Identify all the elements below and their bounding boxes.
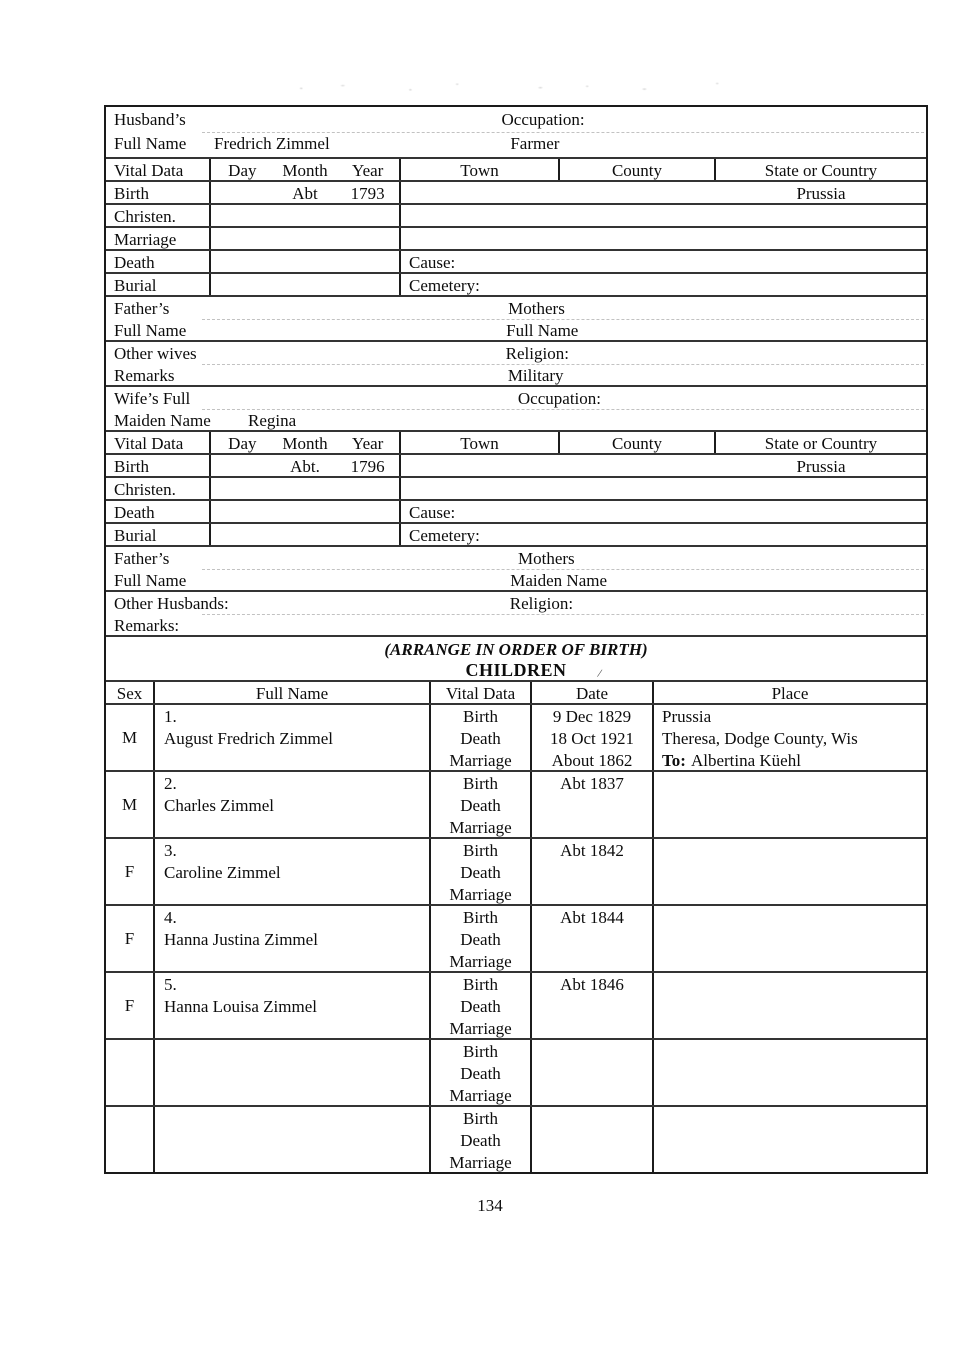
vital-data-header: Vital Data bbox=[114, 161, 184, 180]
child-date-cell bbox=[530, 1040, 652, 1105]
child-place-cell bbox=[652, 705, 926, 770]
child-place-line bbox=[654, 1108, 926, 1130]
child-row-3 bbox=[106, 837, 926, 904]
child-sex bbox=[106, 1040, 153, 1105]
religion-label: Religion: bbox=[509, 594, 574, 613]
remarks-label: Remarks: bbox=[114, 616, 180, 635]
arrange-note: (ARRANGE IN ORDER OF BIRTH) bbox=[384, 640, 648, 659]
birth-year: 1796 bbox=[350, 457, 385, 476]
mother-label-line2: Maiden Name bbox=[510, 571, 608, 590]
death-label: Death bbox=[114, 503, 155, 522]
burial-label: Burial bbox=[114, 526, 157, 545]
burial-date-cell bbox=[209, 274, 399, 295]
birth-place-cell bbox=[399, 455, 926, 476]
faint-rule bbox=[202, 569, 924, 570]
child-number: 3. bbox=[164, 841, 177, 860]
child-date bbox=[532, 996, 652, 1018]
child-place-line bbox=[654, 929, 926, 951]
year-header: Year bbox=[352, 161, 384, 180]
husband-name-row bbox=[106, 107, 926, 157]
child-date bbox=[532, 1108, 652, 1130]
child-number: 2. bbox=[164, 774, 177, 793]
child-number: 5. bbox=[164, 975, 177, 994]
child-name: Hanna Louisa Zimmel bbox=[164, 997, 317, 1016]
remarks-label: Remarks bbox=[114, 366, 175, 385]
christen-label: Christen. bbox=[114, 207, 176, 226]
child-date bbox=[532, 862, 652, 884]
death-cause-label: Cause: bbox=[399, 251, 926, 272]
husband-death-row bbox=[106, 249, 926, 272]
child-date: Abt 1846 bbox=[560, 975, 624, 994]
child-date: Abt 1844 bbox=[560, 908, 624, 927]
child-place-line bbox=[654, 951, 926, 971]
wife-burial-row bbox=[106, 522, 926, 545]
child-number bbox=[155, 1108, 429, 1130]
child-number: 4. bbox=[164, 908, 177, 927]
child-place-line bbox=[654, 1152, 926, 1172]
birth-county bbox=[560, 182, 716, 203]
child-date: About 1862 bbox=[551, 751, 633, 770]
husband-label-line1: Husband’s bbox=[114, 110, 186, 129]
child-date-cell bbox=[530, 772, 652, 837]
vital-line: Death bbox=[460, 997, 501, 1016]
child-row-6 bbox=[106, 1038, 926, 1105]
month-header: Month bbox=[282, 161, 328, 180]
child-place-line bbox=[654, 996, 926, 1018]
religion-label: Religion: bbox=[505, 344, 569, 363]
child-place-cell bbox=[652, 839, 926, 904]
child-name-cell bbox=[153, 906, 429, 971]
vital-line: Marriage bbox=[449, 1153, 512, 1172]
burial-cemetery-label: Cemetery: bbox=[399, 524, 926, 545]
mother-label-line2: Full Name bbox=[506, 321, 579, 340]
child-row-1 bbox=[106, 703, 926, 770]
child-date-cell bbox=[530, 839, 652, 904]
children-title: CHILDREN bbox=[465, 660, 567, 680]
child-row-4 bbox=[106, 904, 926, 971]
child-place-line bbox=[654, 1018, 926, 1038]
child-vital-cell bbox=[429, 839, 530, 904]
birth-town bbox=[401, 455, 560, 476]
vital-line: Birth bbox=[463, 1042, 498, 1061]
child-sex: M bbox=[121, 727, 138, 747]
vital-line: Death bbox=[460, 796, 501, 815]
vital-line: Death bbox=[460, 930, 501, 949]
wife-label-line1: Wife’s Full bbox=[114, 389, 191, 408]
christen-place-cell bbox=[399, 478, 926, 499]
child-place-line bbox=[654, 1041, 926, 1063]
child-name bbox=[155, 1063, 429, 1085]
birth-state: Prussia bbox=[796, 457, 846, 476]
birth-state: Prussia bbox=[796, 184, 846, 203]
town-header: Town bbox=[399, 432, 558, 453]
child-name-cell bbox=[153, 973, 429, 1038]
christen-date-cell bbox=[209, 478, 399, 499]
husband-other-row bbox=[106, 340, 926, 385]
state-header: State or Country bbox=[714, 432, 926, 453]
christen-place-cell bbox=[399, 205, 926, 226]
child-place-line: Prussia bbox=[662, 707, 712, 726]
birth-label: Birth bbox=[114, 457, 149, 476]
child-name bbox=[155, 1130, 429, 1152]
child-date-cell bbox=[530, 705, 652, 770]
child-number bbox=[155, 1041, 429, 1063]
child-vital-cell bbox=[429, 906, 530, 971]
child-place-line bbox=[654, 907, 926, 929]
child-place-cell bbox=[652, 906, 926, 971]
faint-rule bbox=[202, 319, 924, 320]
year-header: Year bbox=[352, 434, 384, 453]
state-header: State or Country bbox=[714, 159, 926, 180]
child-date bbox=[532, 951, 652, 971]
child-place-line bbox=[654, 1063, 926, 1085]
vital-line: Birth bbox=[463, 908, 498, 927]
child-place-line bbox=[654, 795, 926, 817]
sex-header: Sex bbox=[116, 684, 143, 703]
child-date bbox=[532, 1018, 652, 1038]
child-place-line bbox=[654, 750, 926, 770]
vital-line: Marriage bbox=[449, 952, 512, 971]
child-place-line bbox=[654, 1130, 926, 1152]
child-place-cell bbox=[652, 1107, 926, 1172]
county-header: County bbox=[558, 432, 714, 453]
vital-line: Birth bbox=[463, 774, 498, 793]
other-husbands-label: Other Husbands: bbox=[114, 594, 229, 613]
vital-line: Death bbox=[460, 863, 501, 882]
child-date bbox=[532, 929, 652, 951]
faint-rule bbox=[202, 614, 924, 615]
child-date bbox=[532, 1130, 652, 1152]
child-name-cell bbox=[153, 772, 429, 837]
husband-occupation-value: Farmer bbox=[510, 134, 560, 153]
child-date: Abt 1837 bbox=[560, 774, 624, 793]
marriage-date-cell bbox=[209, 228, 399, 249]
dmy-header bbox=[209, 432, 399, 453]
father-label-line1: Father’s bbox=[114, 549, 170, 568]
burial-date-cell bbox=[209, 524, 399, 545]
wife-christen-row bbox=[106, 476, 926, 499]
child-name: August Fredrich Zimmel bbox=[164, 729, 334, 748]
marriage-place-cell bbox=[399, 228, 926, 249]
child-name-cell bbox=[153, 839, 429, 904]
to-prefix: To: bbox=[662, 751, 686, 770]
child-sex bbox=[106, 1107, 153, 1172]
birth-place-cell bbox=[399, 182, 926, 203]
child-date-cell bbox=[530, 973, 652, 1038]
child-place-line bbox=[654, 773, 926, 795]
child-date bbox=[532, 1041, 652, 1063]
military-label: Military bbox=[507, 366, 564, 385]
mother-label-line1: Mothers bbox=[508, 299, 565, 318]
vital-line: Death bbox=[460, 729, 501, 748]
child-date bbox=[532, 795, 652, 817]
christen-date-cell bbox=[209, 205, 399, 226]
child-name-cell bbox=[153, 705, 429, 770]
christen-label: Christen. bbox=[114, 480, 176, 499]
child-date bbox=[532, 884, 652, 904]
child-place-line bbox=[654, 862, 926, 884]
husband-vital-header bbox=[106, 157, 926, 180]
vital-line: Marriage bbox=[449, 1019, 512, 1038]
child-sex: F bbox=[124, 928, 135, 948]
child-sex: F bbox=[124, 995, 135, 1015]
death-cause-label: Cause: bbox=[399, 501, 926, 522]
burial-label: Burial bbox=[114, 276, 157, 295]
page-number: 134 bbox=[477, 1196, 503, 1215]
vital-line: Death bbox=[460, 1064, 501, 1083]
child-name-cell bbox=[153, 1107, 429, 1172]
children-header-row bbox=[106, 680, 926, 703]
vital-line: Marriage bbox=[449, 818, 512, 837]
family-group-sheet bbox=[104, 105, 928, 1174]
children-title-row bbox=[106, 635, 926, 680]
child-place-line bbox=[654, 974, 926, 996]
child-vital-cell bbox=[429, 1107, 530, 1172]
birth-date-cell bbox=[209, 182, 399, 203]
husband-occupation-label: Occupation: bbox=[501, 110, 585, 129]
death-label: Death bbox=[114, 253, 155, 272]
wife-death-row bbox=[106, 499, 926, 522]
dmy-header bbox=[209, 159, 399, 180]
child-name: Caroline Zimmel bbox=[164, 863, 281, 882]
child-date bbox=[532, 817, 652, 837]
child-date bbox=[532, 1085, 652, 1105]
child-place-line bbox=[654, 840, 926, 862]
day-header: Day bbox=[228, 161, 257, 180]
month-header: Month bbox=[282, 434, 328, 453]
wife-name-row bbox=[106, 385, 926, 430]
child-date bbox=[532, 1063, 652, 1085]
child-place-line bbox=[654, 1085, 926, 1105]
husband-marriage-row bbox=[106, 226, 926, 249]
vital-data-header: Vital Data bbox=[114, 434, 184, 453]
father-label-line2: Full Name bbox=[114, 571, 187, 590]
death-date-cell bbox=[209, 251, 399, 272]
child-date: Abt 1842 bbox=[560, 841, 624, 860]
death-date-cell bbox=[209, 501, 399, 522]
child-name-cell bbox=[153, 1040, 429, 1105]
day-header: Day bbox=[228, 434, 257, 453]
child-vital-cell bbox=[429, 1040, 530, 1105]
wife-vital-header bbox=[106, 430, 926, 453]
child-row-5 bbox=[106, 971, 926, 1038]
child-sex: M bbox=[121, 794, 138, 814]
child-name: Charles Zimmel bbox=[164, 796, 275, 815]
county-header: County bbox=[558, 159, 714, 180]
child-number: 1. bbox=[164, 707, 177, 726]
other-wives-label: Other wives bbox=[114, 344, 197, 363]
wife-birth-row bbox=[106, 453, 926, 476]
birth-month: Abt bbox=[292, 184, 318, 203]
faint-rule bbox=[202, 409, 924, 410]
child-row-7 bbox=[106, 1105, 926, 1172]
birth-month: Abt. bbox=[290, 457, 320, 476]
husband-label-line2: Full Name bbox=[114, 134, 187, 153]
child-date-cell bbox=[530, 906, 652, 971]
husband-parents-row bbox=[106, 295, 926, 340]
birth-year: 1793 bbox=[350, 184, 385, 203]
birth-county bbox=[560, 455, 716, 476]
husband-christen-row bbox=[106, 203, 926, 226]
child-place-cell bbox=[652, 973, 926, 1038]
vital-line: Birth bbox=[463, 707, 498, 726]
child-date-cell bbox=[530, 1107, 652, 1172]
vital-line: Marriage bbox=[449, 1086, 512, 1105]
birth-label: Birth bbox=[114, 184, 149, 203]
vital-line: Birth bbox=[463, 975, 498, 994]
child-name-header: Full Name bbox=[153, 682, 429, 703]
wife-other-row bbox=[106, 590, 926, 635]
father-label-line1: Father’s bbox=[114, 299, 170, 318]
husband-burial-row bbox=[106, 272, 926, 295]
child-vital-cell bbox=[429, 973, 530, 1038]
faint-rule bbox=[202, 364, 924, 365]
vital-line: Marriage bbox=[449, 751, 512, 770]
marriage-label: Marriage bbox=[114, 230, 177, 249]
faint-rule bbox=[202, 132, 924, 133]
vital-header: Vital Data bbox=[429, 682, 530, 703]
birth-town bbox=[401, 182, 560, 203]
child-date: 9 Dec 1829 bbox=[552, 707, 632, 726]
child-place-cell bbox=[652, 772, 926, 837]
child-name: Hanna Justina Zimmel bbox=[164, 930, 318, 949]
child-date: 18 Oct 1921 bbox=[549, 729, 635, 748]
child-place-line bbox=[654, 817, 926, 837]
vital-line: Marriage bbox=[449, 885, 512, 904]
wife-label-line2: Maiden Name bbox=[114, 411, 211, 430]
husband-name-value: Fredrich Zimmel bbox=[214, 134, 330, 153]
town-header: Town bbox=[399, 159, 558, 180]
child-sex: F bbox=[124, 861, 135, 881]
scan-smudge bbox=[270, 80, 790, 94]
wife-name-value: Regina bbox=[248, 411, 297, 430]
spouse-name: Albertina Küehl bbox=[690, 751, 801, 770]
birth-date-cell bbox=[209, 455, 399, 476]
burial-cemetery-label: Cemetery: bbox=[399, 274, 926, 295]
place-header: Place bbox=[652, 682, 926, 703]
date-header: Date bbox=[530, 682, 652, 703]
child-vital-cell bbox=[429, 772, 530, 837]
vital-line: Birth bbox=[463, 841, 498, 860]
wife-parents-row bbox=[106, 545, 926, 590]
mother-label-line1: Mothers bbox=[517, 549, 575, 568]
vital-line: Death bbox=[460, 1131, 501, 1150]
child-vital-cell bbox=[429, 705, 530, 770]
wife-occupation-label: Occupation: bbox=[517, 389, 601, 408]
child-place-line bbox=[654, 884, 926, 904]
child-date bbox=[532, 1152, 652, 1172]
father-label-line2: Full Name bbox=[114, 321, 187, 340]
vital-line: Birth bbox=[463, 1109, 498, 1128]
husband-birth-row bbox=[106, 180, 926, 203]
child-place-line: Theresa, Dodge County, Wis bbox=[662, 729, 858, 748]
child-place-cell bbox=[652, 1040, 926, 1105]
stray-mark: / bbox=[596, 665, 604, 681]
child-row-2 bbox=[106, 770, 926, 837]
